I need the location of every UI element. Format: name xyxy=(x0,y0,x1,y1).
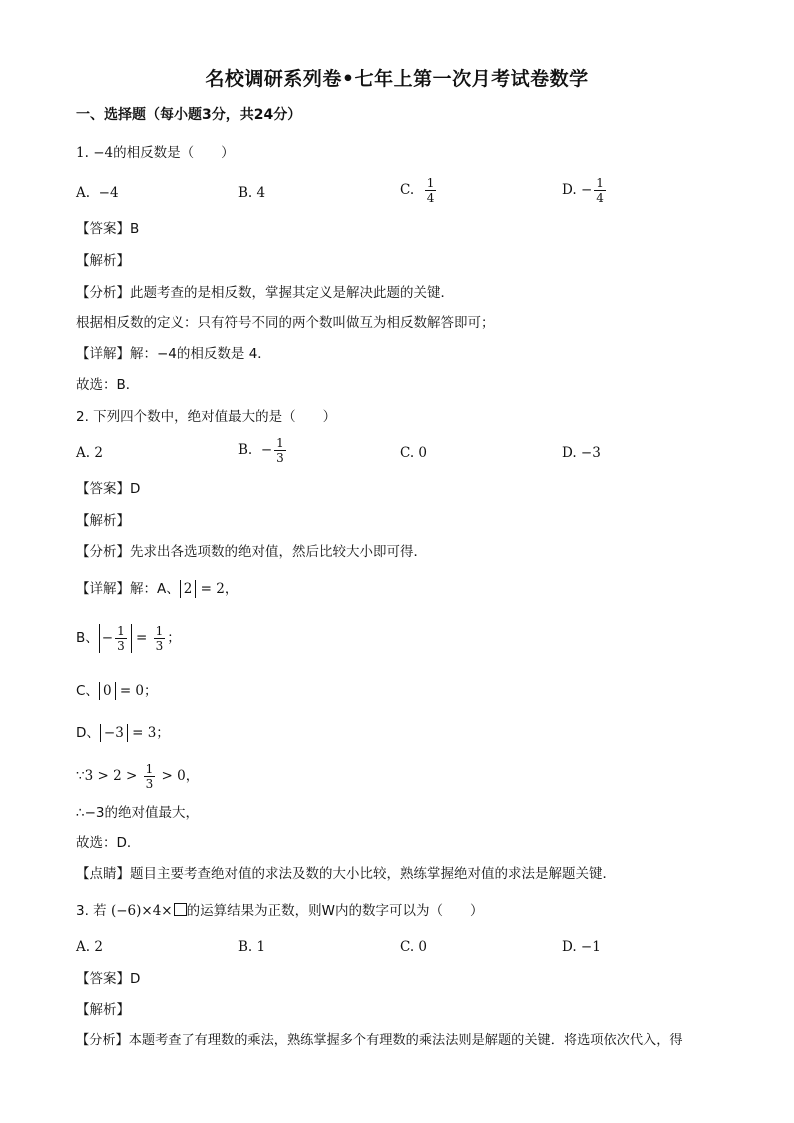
q2-analysis: 【分析】先求出各选项数的绝对值，然后比较大小即可得． xyxy=(76,544,427,560)
fraction: $\frac{1}{4}$ xyxy=(596,176,604,205)
q3-option-c: C. 0 xyxy=(400,939,428,955)
q2-therefore: ∴−3的绝对值最大， xyxy=(76,805,199,821)
q3-answer: 【答案】D xyxy=(76,971,141,987)
q2-detail-b: B、 − $\frac{1}{3}$ = $\frac{1}{3}$ ； xyxy=(76,624,181,653)
q1-detail: 【详解】解：−4的相反数是 4． xyxy=(76,346,271,362)
absolute-value: −3 xyxy=(100,724,128,742)
fraction: $\frac{1}{3}$ xyxy=(276,436,284,465)
q2-option-a: A. 2 xyxy=(76,445,103,461)
q2-because: ∵3 > 2 > $\frac{1}{3}$ > 0， xyxy=(76,762,200,791)
q2-option-c: C. 0 xyxy=(400,445,428,461)
absolute-value: − $\frac{1}{3}$ xyxy=(99,624,132,653)
q3-analysis: 【分析】本题考查了有理数的乘法，熟练掌握多个有理数的乘法法则是解题的关键．将选项依次代入，得 xyxy=(76,1033,683,1048)
question-1-stem xyxy=(76,144,235,162)
fraction: $\frac{1}{3}$ xyxy=(117,624,125,653)
fraction: $\frac{1}{3}$ xyxy=(145,762,154,791)
page-title: 名校调研系列卷•七年上第一次月考试卷数学 xyxy=(205,68,589,90)
q2-jiexi: 【解析】 xyxy=(76,513,130,529)
absolute-value: 2 xyxy=(180,580,197,598)
q3-option-b: B. 1 xyxy=(238,939,266,955)
q2-detail-c: C、 0 = 0； xyxy=(76,683,158,699)
q1-analysis: 【分析】此题考查的是相反数，掌握其定义是解决此题的关键． xyxy=(76,285,454,301)
q1-choose: 故选：B． xyxy=(76,377,140,393)
stem-text: 的相反数是（ ） xyxy=(113,145,235,161)
q1-answer: 【答案】B xyxy=(76,221,140,237)
stem-expression: −4 xyxy=(93,145,114,161)
q2-option-b: B. − $\frac{1}{3}$ xyxy=(238,436,284,465)
q2-option-d: D. −3 xyxy=(562,445,601,461)
q2-answer: 【答案】D xyxy=(76,481,141,497)
q1-jiexi: 【解析】 xyxy=(76,253,130,269)
question-number: 1. xyxy=(76,145,89,161)
q1-option-c: C. $\frac{1}{4}$ xyxy=(400,176,435,205)
section-heading: 一、选择题（每小题3分，共24分） xyxy=(76,107,302,123)
q2-detail-a: 【详解】解：A、 2 = 2， xyxy=(76,581,239,597)
question-2-stem: 2. 下列四个数中，绝对值最大的是（ ） xyxy=(76,409,337,425)
q3-jiexi: 【解析】 xyxy=(76,1002,130,1018)
q1-option-d: D. − $\frac{1}{4}$ xyxy=(562,176,604,205)
stem-expression: (−6)×4× xyxy=(110,903,173,919)
q1-definition: 根据相反数的定义：只有符号不同的两个数叫做互为相反数解答即可； xyxy=(76,315,495,331)
q1-option-a: A. −4 xyxy=(76,185,119,201)
q3-option-d: D. −1 xyxy=(562,939,601,955)
q2-dianjing: 【点睛】题目主要考查绝对值的求法及数的大小比较，熟练掌握绝对值的求法是解题关键． xyxy=(76,866,616,882)
blank-box-icon xyxy=(174,903,187,916)
q1-option-b: B. 4 xyxy=(238,185,266,201)
q2-detail-d: D、 −3 = 3； xyxy=(76,725,170,741)
q3-option-a: A. 2 xyxy=(76,939,103,955)
absolute-value: 0 xyxy=(99,682,116,700)
q2-choose: 故选：D． xyxy=(76,835,141,851)
fraction: $\frac{1}{4}$ xyxy=(426,176,435,205)
fraction: $\frac{1}{3}$ xyxy=(155,624,164,653)
question-3-stem: 3. 若 (−6)×4× 的运算结果为正数，则W内的数字可以为（ ） xyxy=(76,903,484,919)
